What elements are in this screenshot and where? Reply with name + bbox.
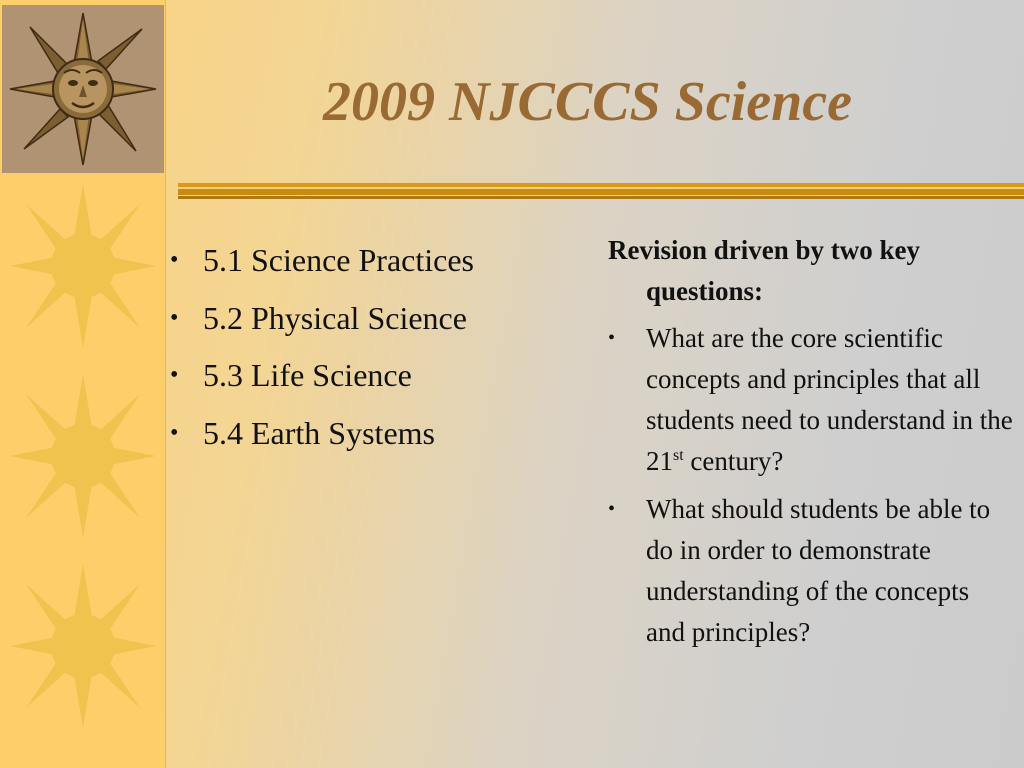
sun-icon [8,372,158,540]
list-item: • 5.1 Science Practices [168,232,588,290]
slide-title: 2009 NJCCCS Science [323,71,852,133]
questions-heading: Revision driven by two key questions: [608,235,921,306]
sun-icon [8,182,158,350]
decorative-sidebar [0,0,166,768]
question-text: What are the core scientific concepts and principles that all students need to understand in the 21 [646,323,1013,476]
sun-face-icon [2,5,164,173]
sun-face-logo [2,5,164,173]
list-item: • 5.4 Earth Systems [168,405,588,463]
list-item: • 5.2 Physical Science [168,290,588,348]
sun-icon [8,562,158,730]
ordinal-suffix: st [673,447,684,464]
title-divider [178,181,1024,203]
list-item: • 5.3 Life Science [168,347,588,405]
topic-list [168,232,588,462]
question-text-end: century? [683,446,784,476]
key-questions-panel [608,230,1013,660]
questions-list [608,318,1013,653]
list-item: • What should students be able to do in order to demonstrate understanding of the concepts and principles? [608,489,1013,653]
list-item [608,318,1013,482]
